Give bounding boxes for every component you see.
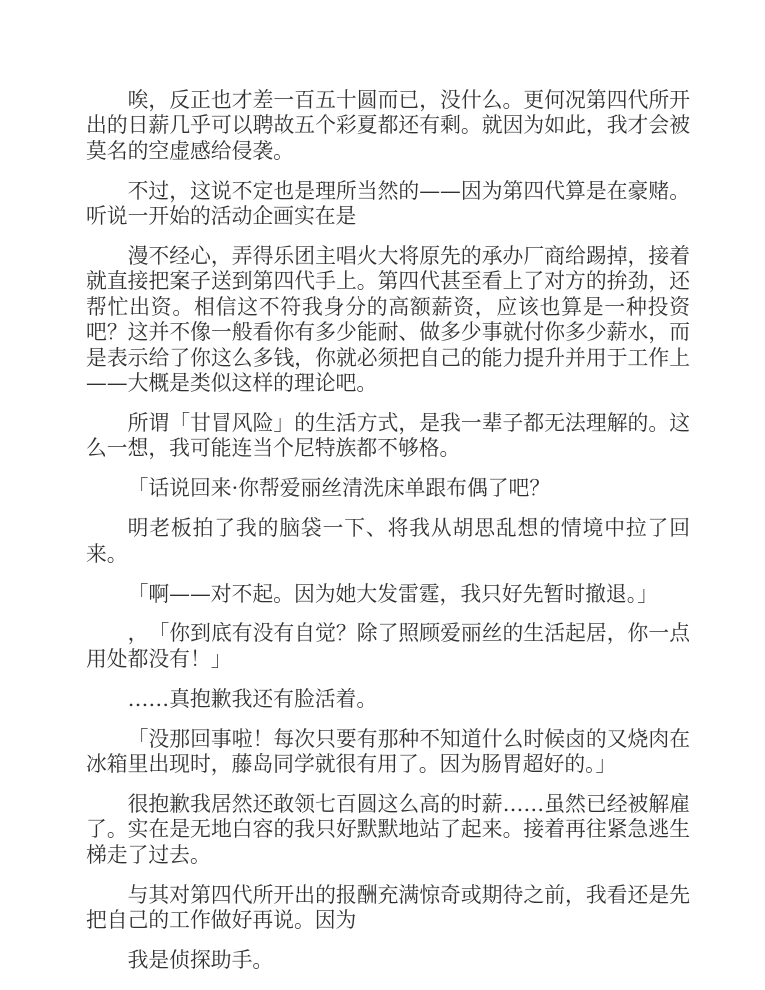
paragraph: 唉，反正也才差一百五十圆而已，没什么。更何况第四代所开出的日薪几乎可以聘故五个彩夏都还有剩。就因为如此，我才会被莫名的空虚感给侵袭。	[86, 88, 690, 163]
paragraph: 不过，这说不定也是理所当然的——因为第四代算是在豪赌。听说一开始的活动企画实在是	[86, 178, 690, 229]
paragraph: 「话说回来·你帮爱丽丝清洗床单跟布偶了吧？	[127, 476, 551, 501]
paragraph: 很抱歉我居然还敢领七百圆这么高的时薪……虽然已经被解雇了。实在是无地白容的我只好默默地站了起来。接着再往紧急逃生梯走了过去。	[86, 791, 690, 867]
paragraph: 「没那回事啦！每次只要有那种不知道什么时候卤的又烧肉在冰箱里出现时，藤岛同学就很有用了。因为肠胃超好的。」	[86, 726, 690, 777]
paragraph: 明老板拍了我的脑袋一下、将我从胡思乱想的情境中拉了回来。	[86, 516, 690, 566]
paragraph: 所谓「甘冒风险」的生活方式，是我一辈子都无法理解的。这么一想，我可能连当个尼特族都不够格。	[86, 410, 690, 461]
paragraph: 我是侦探助手。	[127, 947, 274, 972]
paragraph: 与其对第四代所开出的报酬充满惊奇或期待之前，我看还是先把自己的工作做好再说。因为	[86, 882, 690, 933]
paragraph: 漫不经心，弄得乐团主唱火大将原先的承办厂商给踢掉，接着就直接把案子送到第四代手上。第四代甚至看上了对方的拚劲，还帮忙出资。相信这不符我身分的高额薪资，应该也算是一种投资吧？这并不像一般看你有多少能耐、做多少事就付你多少薪水，而是表示给了你这么多钱，你就必须把自己的能力提升并用于工作上——大概是类似这样的理论吧。	[86, 244, 690, 396]
paragraph: 「啊——对不起。因为她大发雷霆，我只好先暂时撤退。」	[127, 581, 658, 606]
paragraph: ……真抱歉我还有脸活着。	[127, 686, 378, 711]
paragraph: ， 「你到底有没有自觉？除了照顾爱丽丝的生活起居，你一点用处都没有！」	[86, 621, 690, 671]
